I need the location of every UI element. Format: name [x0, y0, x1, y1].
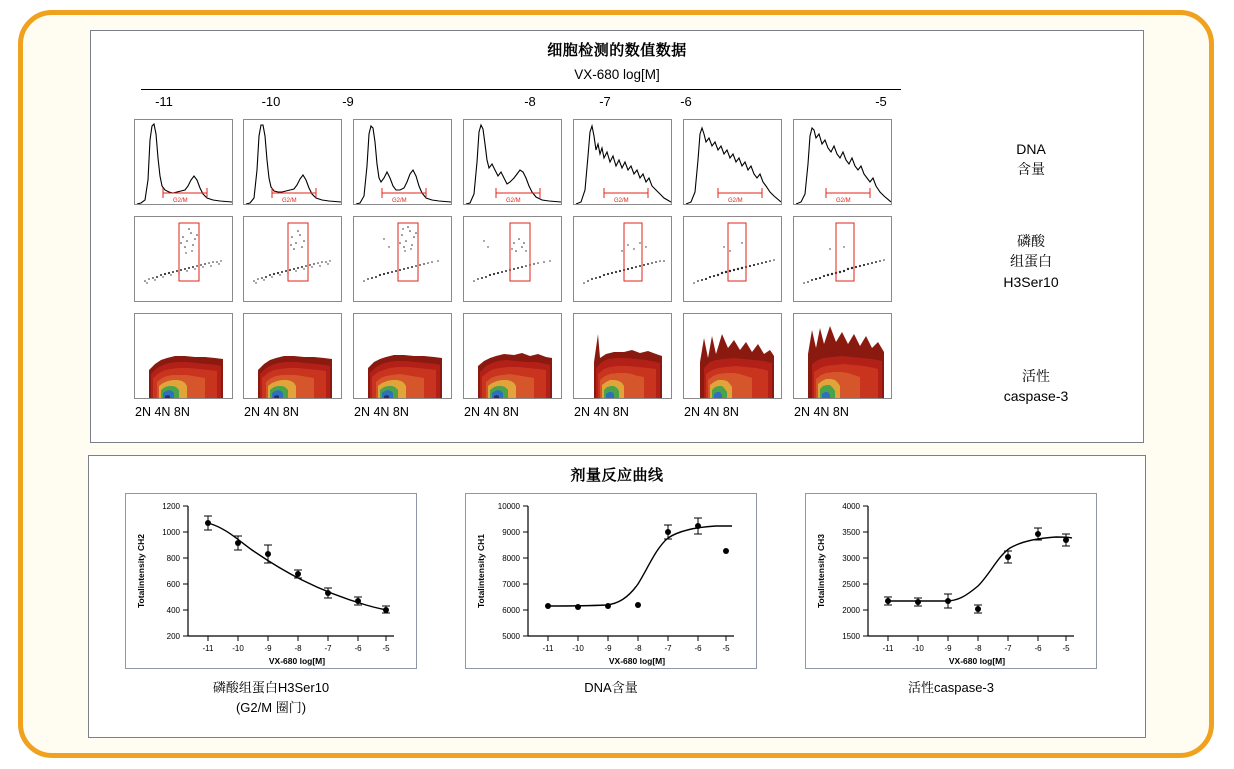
histogram-plot-dose--10 [243, 119, 342, 205]
svg-text:-11: -11 [202, 644, 214, 653]
svg-text:6000: 6000 [502, 606, 520, 615]
svg-text:-8: -8 [294, 644, 302, 653]
svg-text:G2/M: G2/M [282, 198, 297, 204]
svg-text:-10: -10 [572, 644, 584, 653]
dose-label-2: -9 [342, 94, 354, 109]
svg-text:600: 600 [166, 580, 180, 589]
svg-text:1500: 1500 [842, 632, 860, 641]
scatter-plot-ph3-dose--6 [683, 216, 782, 302]
histogram-plot-dose--5 [793, 119, 892, 205]
row-label-phospho-histone [951, 231, 1111, 292]
svg-text:G2/M: G2/M [173, 198, 188, 204]
svg-text:-6: -6 [694, 644, 702, 653]
scatter-plot-ph3-dose--10 [243, 216, 342, 302]
svg-text:2000: 2000 [842, 606, 860, 615]
svg-text:-5: -5 [722, 644, 730, 653]
row-label-dna-content [951, 139, 1111, 180]
caption-ph3-line-0: 磷酸组蛋白H3Ser10 [212, 680, 330, 695]
scatter-plot-ph3-dose--11 [134, 216, 233, 302]
scatter-plot-ph3-dose--5 [793, 216, 892, 302]
x-tick-text-6: 2N 4N 8N [794, 405, 849, 419]
svg-text:-11: -11 [542, 644, 554, 653]
svg-text:1000: 1000 [162, 528, 180, 537]
svg-text:10000: 10000 [497, 502, 520, 511]
svg-text:-7: -7 [1004, 644, 1012, 653]
row-label-ph3-line-0: 磷酸 [1017, 233, 1045, 249]
svg-text:4000: 4000 [842, 502, 860, 511]
histogram-plot-dose--11 [134, 119, 233, 205]
svg-text:G2/M: G2/M [392, 198, 407, 204]
scatter-plot-ph3-dose--8 [463, 216, 562, 302]
density-plot-casp3-dose--7 [573, 313, 672, 399]
svg-text:G2/M: G2/M [728, 198, 743, 204]
svg-text:Totalintensity CH1: Totalintensity CH1 [476, 534, 486, 608]
dose-label-0: -11 [155, 94, 173, 109]
svg-text:1200: 1200 [162, 502, 180, 511]
dose-label-5: -6 [680, 94, 692, 109]
density-plot-casp3-dose--6 [683, 313, 782, 399]
scatter-plot-ph3-dose--9 [353, 216, 452, 302]
x-tick-text-3: 2N 4N 8N [464, 405, 519, 419]
svg-text:-7: -7 [664, 644, 672, 653]
svg-text:3500: 3500 [842, 528, 860, 537]
row-label-dna-line-0: DNA [1016, 141, 1046, 157]
top-axis-title: VX-680 log[M] [574, 67, 660, 82]
caption-active-caspase3 [805, 678, 1097, 698]
svg-text:-9: -9 [944, 644, 952, 653]
svg-text:7000: 7000 [502, 580, 520, 589]
svg-text:-6: -6 [1034, 644, 1042, 653]
x-tick-text-0: 2N 4N 8N [135, 405, 190, 419]
svg-text:800: 800 [166, 554, 180, 563]
density-plot-casp3-dose--11 [134, 313, 233, 399]
panel-title-top: 细胞检测的数值数据 [547, 42, 687, 59]
caption-phospho-h3ser10 [125, 678, 417, 717]
dose-label-3: -8 [524, 94, 536, 109]
density-plot-casp3-dose--5 [793, 313, 892, 399]
svg-text:-10: -10 [232, 644, 244, 653]
caption-ph3-line-1: (G2/M 圈门) [235, 699, 307, 715]
scatter-plot-ph3-dose--7 [573, 216, 672, 302]
svg-text:5000: 5000 [502, 632, 520, 641]
x-tick-text-5: 2N 4N 8N [684, 405, 739, 419]
caption-dna-content [465, 678, 757, 698]
svg-text:2500: 2500 [842, 580, 860, 589]
svg-text:-5: -5 [382, 644, 390, 653]
density-plot-casp3-dose--10 [243, 313, 342, 399]
row-label-active-caspase3 [951, 366, 1121, 407]
svg-text:400: 400 [166, 606, 180, 615]
histogram-plot-dose--6 [683, 119, 782, 205]
svg-text:-8: -8 [634, 644, 642, 653]
svg-text:G2/M: G2/M [506, 198, 521, 204]
dose-label-4: -7 [599, 94, 611, 109]
svg-text:-6: -6 [354, 644, 362, 653]
svg-text:-9: -9 [264, 644, 272, 653]
density-plot-casp3-dose--8 [463, 313, 562, 399]
svg-text:G2/M: G2/M [614, 198, 629, 204]
dose-response-chart-phospho-h3ser10 [125, 493, 417, 669]
svg-text:-11: -11 [882, 644, 894, 653]
density-plot-casp3-dose--9 [353, 313, 452, 399]
svg-text:VX-680 log[M]: VX-680 log[M] [948, 656, 1006, 666]
dose-label-1: -10 [261, 94, 281, 109]
svg-text:Totalintensity CH3: Totalintensity CH3 [816, 534, 826, 608]
row-label-casp-line-1: caspase-3 [1003, 388, 1069, 405]
row-label-ph3-line-2: H3Ser10 [1003, 273, 1059, 290]
svg-text:VX-680 log[M]: VX-680 log[M] [268, 656, 326, 666]
svg-text:200: 200 [166, 632, 180, 641]
row-label-casp-line-0: 活性 [1022, 368, 1050, 384]
row-label-ph3-line-1: 组蛋白 [1010, 253, 1052, 270]
svg-text:8000: 8000 [502, 554, 520, 563]
svg-text:-7: -7 [324, 644, 332, 653]
svg-text:G2/M: G2/M [836, 198, 851, 204]
numeric-cell-data-panel [90, 30, 1144, 443]
dose-label-6: -5 [875, 94, 887, 109]
x-tick-text-2: 2N 4N 8N [354, 405, 409, 419]
svg-text:3000: 3000 [842, 554, 860, 563]
top-axis-line [141, 89, 901, 90]
caption-dna-line-0: DNA含量 [584, 680, 638, 695]
dose-response-panel [88, 455, 1146, 738]
svg-text:-10: -10 [912, 644, 924, 653]
svg-text:VX-680 log[M]: VX-680 log[M] [608, 656, 666, 666]
svg-text:9000: 9000 [502, 528, 520, 537]
histogram-plot-dose--8 [463, 119, 562, 205]
svg-text:-5: -5 [1062, 644, 1070, 653]
svg-text:-8: -8 [974, 644, 982, 653]
panel-title-bottom: 剂量反应曲线 [570, 467, 664, 484]
caption-casp-line-0: 活性caspase-3 [908, 680, 994, 695]
dose-response-chart-active-caspase3 [805, 493, 1097, 669]
row-label-dna-line-1: 含量 [1017, 161, 1045, 178]
svg-text:Totalintensity CH2: Totalintensity CH2 [136, 534, 146, 608]
dose-response-chart-dna-content [465, 493, 757, 669]
histogram-plot-dose--9 [353, 119, 452, 205]
x-tick-text-4: 2N 4N 8N [574, 405, 629, 419]
x-tick-text-1: 2N 4N 8N [244, 405, 299, 419]
histogram-plot-dose--7 [573, 119, 672, 205]
svg-text:-9: -9 [604, 644, 612, 653]
